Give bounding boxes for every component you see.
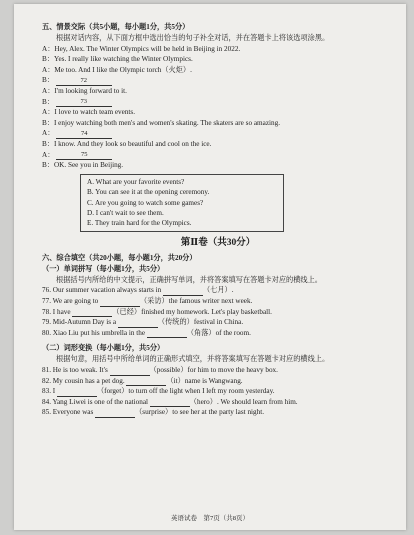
question-82: 82. My cousin has a pet dog. （it）name is Wangwang. (42, 376, 243, 385)
answer-blank-76[interactable] (163, 287, 203, 296)
question-85: 85. Everyone was （surprise）to see her at the party last night. (42, 408, 265, 417)
answer-blank-82[interactable] (126, 377, 166, 386)
answer-blank-77[interactable] (100, 298, 140, 307)
dialogue-line: A：Hey, Alex. The Winter Olympics will be held in Beijing in 2022. (42, 44, 241, 53)
question-81: 81. He is too weak. It's （possible）for him to move the heavy box. (42, 365, 278, 374)
question-83: 83. I （forget）to turn off the light when I left my room yesterday. (42, 387, 275, 396)
answer-blank-84[interactable] (150, 398, 190, 407)
subsection-1-title: （一）单词拼写（每小题1分，共5分） (42, 264, 165, 273)
subsection-1-instructions: 根据括号内所给的中文提示，正确拼写单词，并将答案填写在答题卡对应的横线上。 (56, 275, 322, 284)
answer-blank-78[interactable] (72, 308, 112, 317)
dialogue-line: B： 73 (42, 97, 394, 108)
subsection-2-instructions: 根据句意，用括号中所给单词的正确形式填空，并将答案填写在答题卡对应的横线上。 (56, 355, 330, 364)
options-box (80, 174, 284, 232)
page-content (42, 22, 394, 418)
answer-blank-83[interactable] (57, 388, 97, 397)
question-77: 77. We are going to （采访）the famous writer next week. (42, 296, 253, 305)
question-76: 76. Our summer vacation always starts in （七月）. (42, 286, 234, 295)
page-footer: 英语试卷 第7页（共8页） (171, 515, 249, 522)
section-5-title: 五、情景交际（共5小题，每小题1分，共5分） (42, 23, 190, 31)
question-79: 79. Mid-Autumn Day is a （传统的）festival in China. (42, 318, 244, 327)
dialogue-line: A：I'm looking forward to it. (42, 86, 127, 95)
answer-blank-74[interactable]: 74 (56, 130, 112, 139)
answer-blank-73[interactable]: 73 (56, 98, 112, 107)
part-2-title: 第Ⅱ卷（共30分） (180, 237, 256, 248)
answer-blank-72[interactable]: 72 (56, 77, 112, 86)
dialogue-line: B：I know. And they look so beautiful and cool on the ice. (42, 139, 212, 148)
option-item: C. Are you going to watch some games? (87, 198, 204, 207)
dialogue (42, 44, 394, 171)
dialogue-line: B： 72 (42, 75, 394, 86)
question-78: 78. I have （已经）finished my homework. Let's play basketball. (42, 307, 272, 316)
question-80: 80. Xiao Liu put his umbrella in the （角落）of the room. (42, 328, 251, 337)
answer-blank-80[interactable] (147, 329, 187, 338)
answer-blank-85[interactable] (95, 409, 135, 418)
dialogue-line: B：Yes. I really like watching the Winter Olympics. (42, 55, 193, 64)
section-6-title: 六、综合填空（共20小题，每小题1分，共20分） (42, 253, 197, 262)
dialogue-line: A： 74 (42, 128, 394, 139)
option-item: A. What are your favorite events? (87, 177, 185, 186)
section-5-instructions: 根据对话内容，从下面方框中选出恰当的句子补全对话，并在答题卡上将该选项涂黑。 (56, 34, 330, 42)
answer-blank-81[interactable] (110, 367, 150, 376)
option-item: B. You can see it at the opening ceremony. (87, 188, 210, 197)
answer-blank-75[interactable]: 75 (56, 151, 112, 160)
option-item: D. I can't wait to see them. (87, 208, 164, 217)
subsection-2-title: （二）词形变换（每小题1分，共5分） (42, 344, 165, 353)
dialogue-line: B：I enjoy watching both men's and women's skating. The skaters are so amazing. (42, 118, 280, 127)
dialogue-line: B：OK. See you in Beijing. (42, 161, 124, 170)
dialogue-line: A： 75 (42, 150, 394, 161)
dialogue-line: A：Me too. And I like the Olympic torch（火炬）. (42, 65, 192, 74)
question-84: 84. Yang Liwei is one of the national （hero）. We should learn from him. (42, 397, 298, 406)
dialogue-line: A：I love to watch team events. (42, 108, 136, 117)
answer-blank-79[interactable] (118, 319, 158, 328)
option-item: E. They train hard for the Olympics. (87, 219, 192, 228)
exam-page (14, 4, 406, 530)
